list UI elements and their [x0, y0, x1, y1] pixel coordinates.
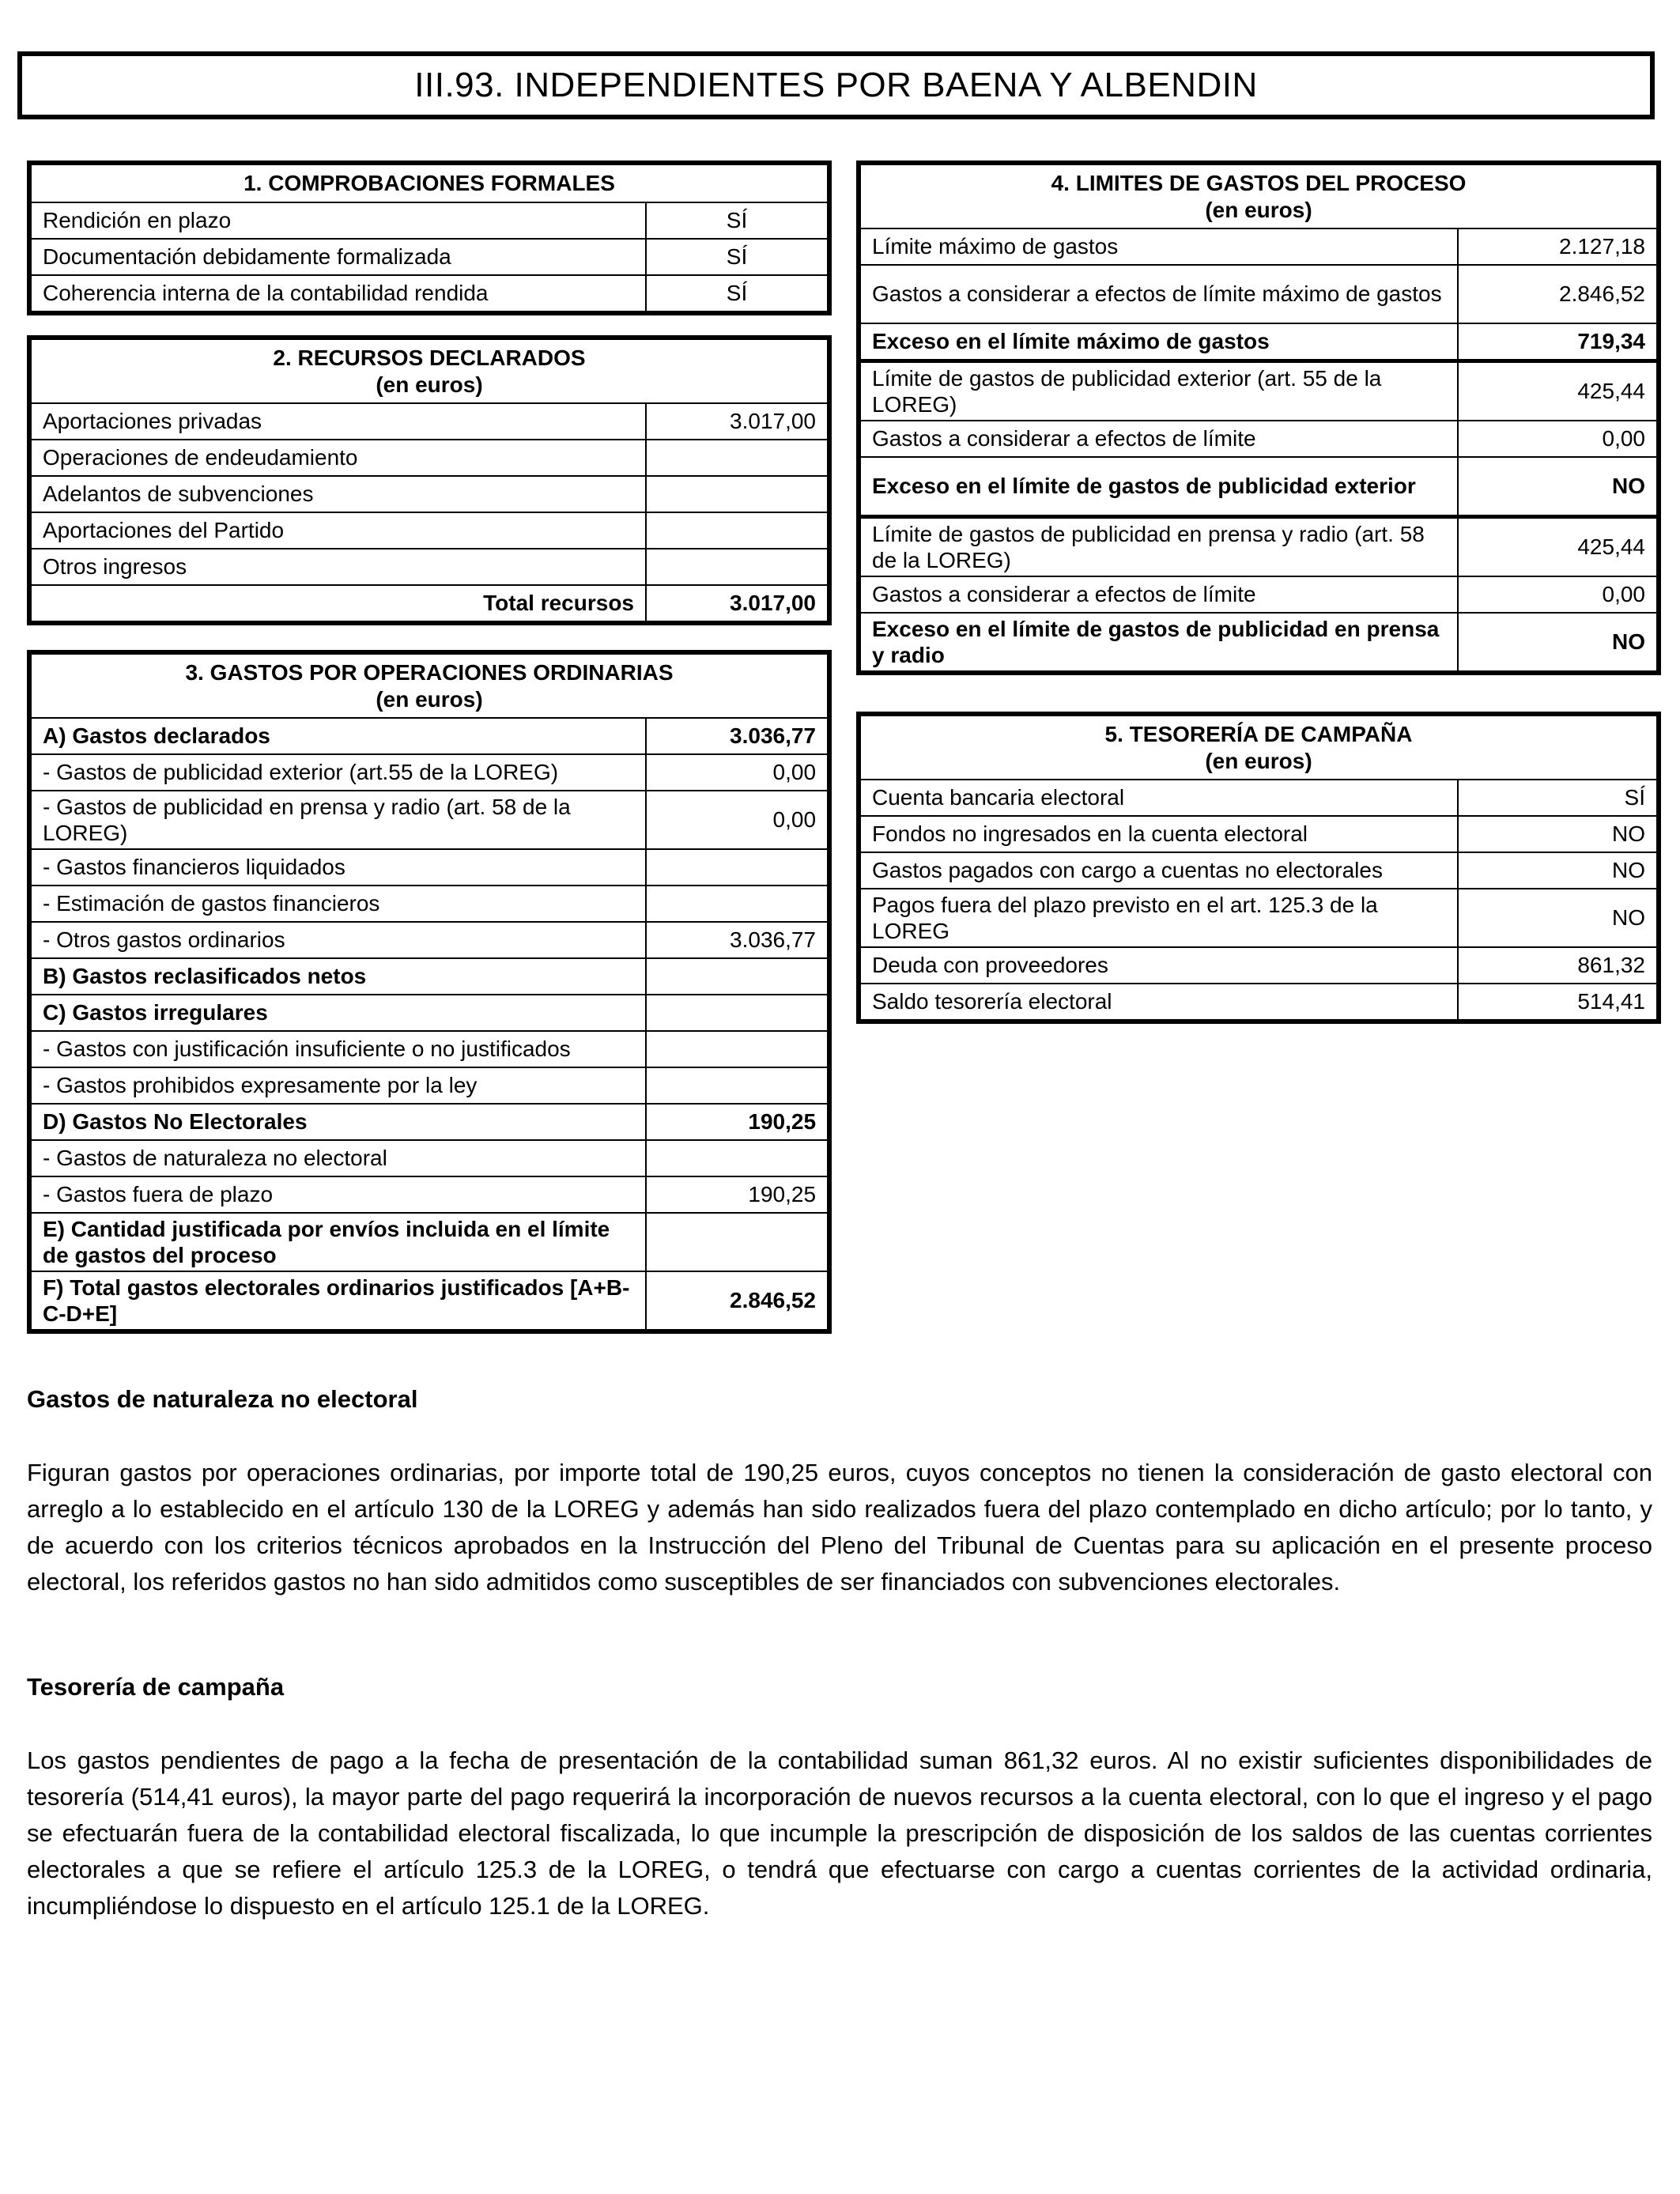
table-row: - Gastos de publicidad en prensa y radio (art. 58 de la LOREG) 0,00	[29, 791, 829, 849]
table-row: Gastos a considerar a efectos de límite 0,00	[859, 421, 1659, 457]
table-tesoreria-campana	[856, 712, 1661, 1024]
table-row: Exceso en el límite máximo de gastos 719,34	[859, 323, 1659, 361]
table-row: B) Gastos reclasificados netos	[29, 958, 829, 995]
table-row: Pagos fuera del plazo previsto en el art. 125.3 de la LOREG NO	[859, 889, 1659, 947]
table-row: - Otros gastos ordinarios 3.036,77	[29, 922, 829, 958]
section-paragraph-gastos-no-electorales: Figuran gastos por operaciones ordinarias, por importe total de 190,25 euros, cuyos conceptos no tienen la consideración de gasto electoral con arreglo a lo establecido en el artículo 130 de la LOREG y además han sido realizados fuera del plazo contemplado en dicho artículo; por lo tanto, y de acuerdo con los criterios técnicos aprobados en la Instrucción del Pleno del Tribunal de Cuentas para su aplicación en el presente proceso electoral, los referidos gastos no han sido admitidos como susceptibles de ser financiados con subvenciones electorales.	[27, 1459, 1652, 1595]
table-header: 2. RECURSOS DECLARADOS (en euros)	[29, 338, 829, 403]
table-row: Rendición en plazo SÍ	[29, 202, 829, 239]
table-row: Exceso en el límite de gastos de publicidad en prensa y radio NO	[859, 613, 1659, 673]
table-row: Fondos no ingresados en la cuenta electoral NO	[859, 816, 1659, 852]
table-limites-gastos	[856, 160, 1661, 675]
table-row: Documentación debidamente formalizada SÍ	[29, 239, 829, 275]
table-row: - Gastos de publicidad exterior (art.55 de la LOREG) 0,00	[29, 754, 829, 791]
table-row: Límite máximo de gastos 2.127,18	[859, 228, 1659, 265]
table-row: - Gastos prohibidos expresamente por la ley	[29, 1067, 829, 1104]
table-row: Saldo tesorería electoral 514,41	[859, 984, 1659, 1021]
table-row: - Estimación de gastos financieros	[29, 886, 829, 922]
table-row: F) Total gastos electorales ordinarios justificados [A+B-C-D+E] 2.846,52	[29, 1271, 829, 1331]
table-row: Cuenta bancaria electoral SÍ	[859, 780, 1659, 816]
table-header: 4. LIMITES DE GASTOS DEL PROCESO (en euros)	[859, 163, 1659, 228]
table-row: A) Gastos declarados 3.036,77	[29, 718, 829, 754]
table-row: Aportaciones privadas 3.017,00	[29, 403, 829, 440]
table-gastos-ordinarios	[27, 650, 832, 1334]
table-row: E) Cantidad justificada por envíos incluida en el límite de gastos del proceso	[29, 1213, 829, 1271]
table-row: Límite de gastos de publicidad exterior (art. 55 de la LOREG) 425,44	[859, 361, 1659, 421]
table-row: Exceso en el límite de gastos de publicidad exterior NO	[859, 457, 1659, 517]
table-row: Gastos a considerar a efectos de límite 0,00	[859, 576, 1659, 613]
table-row: Aportaciones del Partido	[29, 512, 829, 549]
table-row: Gastos pagados con cargo a cuentas no electorales NO	[859, 852, 1659, 889]
page-title: III.93. INDEPENDIENTES POR BAENA Y ALBENDIN	[17, 51, 1655, 119]
table-row: Gastos a considerar a efectos de límite máximo de gastos 2.846,52	[859, 265, 1659, 323]
table-row: Otros ingresos	[29, 549, 829, 585]
table-row: Operaciones de endeudamiento	[29, 440, 829, 476]
table-header: 1. COMPROBACIONES FORMALES	[29, 163, 829, 202]
table-row: Adelantos de subvenciones	[29, 476, 829, 512]
table-row: D) Gastos No Electorales 190,25	[29, 1104, 829, 1140]
table-row: - Gastos con justificación insuficiente o no justificados	[29, 1031, 829, 1067]
table-row: Coherencia interna de la contabilidad rendida SÍ	[29, 275, 829, 313]
table-header: 5. TESORERÍA DE CAMPAÑA (en euros)	[859, 714, 1659, 780]
table-row: - Gastos fuera de plazo 190,25	[29, 1176, 829, 1213]
section-heading-gastos-no-electorales: Gastos de naturaleza no electoral	[27, 1385, 418, 1413]
table-header: 3. GASTOS POR OPERACIONES ORDINARIAS (en euros)	[29, 652, 829, 718]
table-row: - Gastos financieros liquidados	[29, 849, 829, 886]
table-row: C) Gastos irregulares	[29, 995, 829, 1031]
section-heading-tesoreria: Tesorería de campaña	[27, 1673, 285, 1701]
table-recursos-declarados	[27, 335, 832, 625]
table-row: Límite de gastos de publicidad en prensa y radio (art. 58 de la LOREG) 425,44	[859, 517, 1659, 577]
table-total-row: Total recursos 3.017,00	[29, 585, 829, 623]
table-comprobaciones-formales	[27, 160, 832, 315]
section-paragraph-tesoreria: Los gastos pendientes de pago a la fecha de presentación de la contabilidad suman 861,32 euros. Al no existir suficientes disponibilidades de tesorería (514,41 euros), la mayor parte del pago requerirá la incorporación de nuevos recursos a la cuenta electoral, con lo que el ingreso y el pago se efectuarán fuera de la contabilidad electoral fiscalizada, lo que incumple la prescripción de disposición de los saldos de las cuentas corrientes electorales a que se refiere el artículo 125.3 de la LOREG, o tendrá que efectuarse con cargo a cuentas corrientes de la actividad ordinaria, incumpliéndose lo dispuesto en el artículo 125.1 de la LOREG.	[27, 1747, 1652, 1920]
table-row: - Gastos de naturaleza no electoral	[29, 1140, 829, 1176]
table-row: Deuda con proveedores 861,32	[859, 947, 1659, 984]
